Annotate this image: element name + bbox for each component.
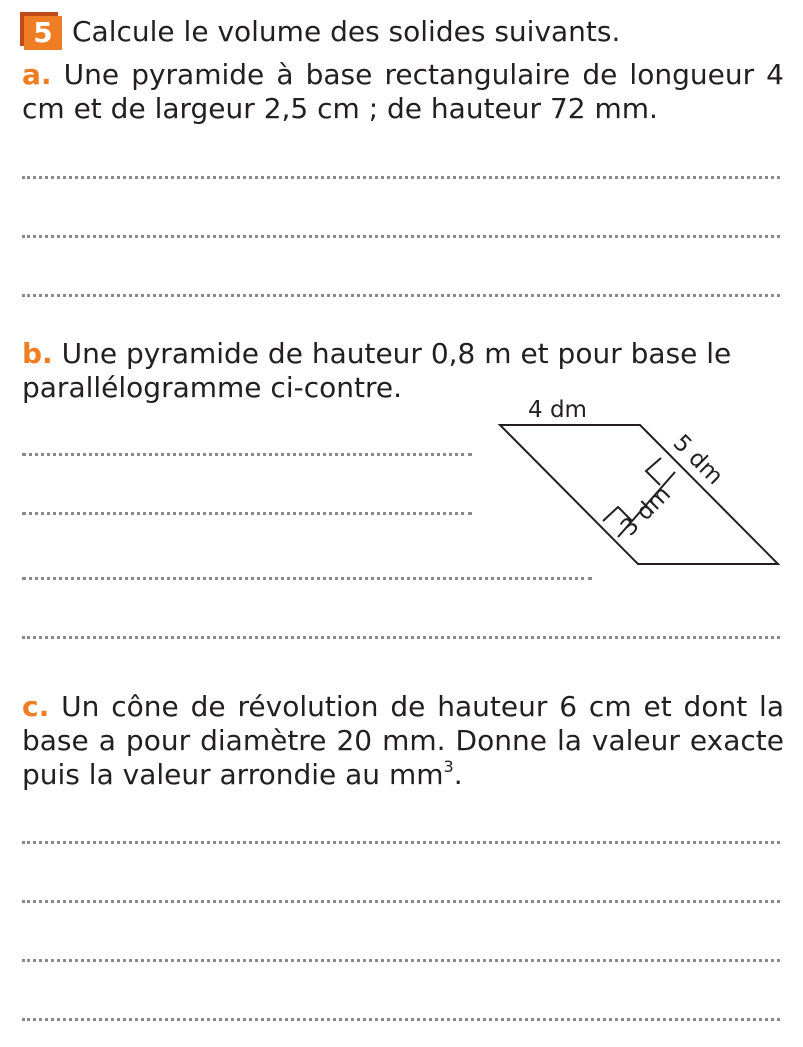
parallelogram-figure [490,392,790,582]
exercise-number-badge [20,12,62,50]
exercise-number: 5 [24,16,62,50]
part-c-label: c. [22,690,50,723]
answer-line-c1[interactable] [22,841,780,844]
answer-line-b4[interactable] [22,636,780,639]
label-height: 3 dm [615,481,676,542]
part-b-text-line1: Une pyramide de hauteur 0,8 m et pour base le [61,337,732,370]
label-top-side: 4 dm [528,397,587,423]
part-b-label: b. [22,337,53,370]
answer-line-c3[interactable] [22,959,780,962]
answer-line-b2[interactable] [22,512,472,515]
part-a-label: a. [22,58,52,91]
part-c-text: Un cône de révolution de hauteur 6 cm et dont la base a pour diamètre 20 mm. Donne la valeur exacte puis la valeur arrondie au mm [22,690,784,791]
exercise-instruction: Calcule le volume des solides suivants. [72,15,621,48]
part-a-statement [22,58,784,126]
answer-line-a1[interactable] [22,176,780,179]
part-c-exponent: 3 [443,757,454,776]
answer-line-b1[interactable] [22,453,472,456]
parallelogram-shape [500,425,778,564]
part-c-statement [22,690,784,792]
answer-line-a2[interactable] [22,235,780,238]
part-c-text-end: . [453,758,463,791]
answer-line-c4[interactable] [22,1018,780,1021]
part-b-statement [22,337,784,371]
answer-line-c2[interactable] [22,900,780,903]
answer-line-a3[interactable] [22,294,780,297]
part-b-text-line2: parallélogramme ci-contre. [22,371,402,404]
label-slanted-side: 5 dm [667,429,728,490]
right-angle-mark-upper [646,458,661,485]
answer-line-b3[interactable] [22,577,592,580]
part-a-text: Une pyramide à base rectangulaire de longueur 4 cm et de largeur 2,5 cm ; de hauteur 72 mm. [22,58,784,125]
